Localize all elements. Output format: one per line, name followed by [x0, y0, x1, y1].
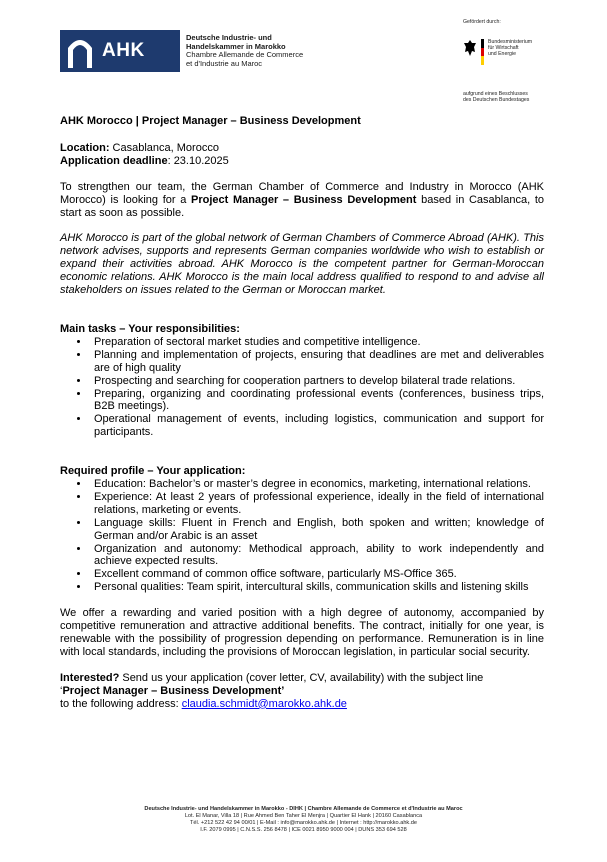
list-item: • Preparing, organizing and coordinating professional events (conferences, business trips, B2B meetings).: [90, 388, 544, 414]
location-line: [60, 142, 544, 155]
list-item: • Planning and implementation of projects, ensuring that deadlines are met and deliverables are of high quality: [90, 349, 544, 375]
tasks-list: [60, 336, 544, 439]
deadline-line: [60, 155, 544, 168]
deadline-label: Application deadline: [60, 154, 168, 167]
list-item: • Organization and autonomy: Methodical approach, ability to work independently and achieve expected results.: [90, 543, 544, 569]
org-line-3: Chambre Allemande de Commerce: [186, 50, 304, 59]
funding-notice: [463, 19, 532, 103]
list-item: • Personal qualities: Team spirit, intercultural skills, communication skills and listening skills: [90, 581, 544, 594]
org-line-4: et d'Industrie au Maroc: [186, 58, 263, 68]
logo-wordmark: AHK: [102, 40, 145, 61]
profile-list: [60, 478, 544, 594]
german-flag-icon: [481, 39, 484, 65]
list-item: • Experience: At least 2 years of professional experience, ideally in the field of international relations, marketing or events.: [90, 491, 544, 517]
ahk-logo-box: [60, 30, 180, 72]
intro-after: based in Casablanca, to start as soon as possible.: [60, 193, 544, 219]
footer-line-3: Tél. +212 522 42 94 00/01 | E-Mail : info@marokko.ahk.de | Internet : http://marokko.ahk.de: [189, 820, 418, 826]
footer-line-1: Deutsche Industrie- und Handelskammer in Marokko - DIHK | Chambre Allemande de Commerce et d'Industrie au Maroc: [144, 806, 463, 812]
intro-paragraph: [60, 181, 544, 220]
ministry-line-3: und Energie: [488, 51, 516, 57]
org-line-1: Deutsche Industrie- und: [186, 33, 272, 42]
address-text: to the following address:: [60, 697, 182, 710]
federal-eagle-icon: [463, 39, 477, 57]
job-title: AHK Morocco | Project Manager – Business Development: [60, 115, 361, 127]
intro-position: Project Manager – Business Development: [191, 193, 417, 206]
location-label: Location:: [60, 141, 110, 154]
location-value: Casablanca, Morocco: [109, 141, 219, 154]
decision-line-2: des Deutschen Bundestages: [463, 97, 530, 103]
apply-line: [60, 672, 544, 685]
footer-line-2: Lot. El Manar, Villa 18 | Rue Ahmed Ben Taher El Menjra | Quartier El Hank | 20160 Casablanca: [184, 813, 423, 819]
ministry-logo: [463, 39, 532, 65]
decision-note: [463, 91, 532, 103]
address-line: [60, 698, 544, 711]
offer-paragraph: We offer a rewarding and varied position with a high degree of autonomy, accompanied by competitive remuneration and attractive additional benefits. The contract, initially for one year, is renewable with the possibility of progression depending on performance. Remuneration is in line with local standards, including the provisions of Moroccan legislation, in particular social security.: [60, 607, 544, 658]
subject-quote: ‘: [60, 684, 63, 697]
funded-by-label: Gefördert durch:: [463, 19, 501, 25]
ministry-line-2: für Wirtschaft: [488, 45, 519, 51]
job-posting: [60, 115, 544, 711]
org-line-2: Handelskammer in Marokko: [186, 41, 286, 51]
page-footer: [0, 806, 607, 834]
deadline-value: : 23.10.2025: [167, 154, 229, 167]
apply-lead: Interested?: [60, 671, 120, 684]
subject-text: Project Manager – Business Development’: [62, 684, 285, 697]
list-item: • Language skills: Fluent in French and English, both spoken and written; knowledge of German and/or Arabic is an asset: [90, 517, 544, 543]
tasks-heading: Main tasks – Your responsibilities:: [60, 322, 240, 335]
ahk-logo: [60, 30, 303, 72]
list-item: • Operational management of events, including logistics, communication and support for participants.: [90, 413, 544, 439]
list-item: • Education: Bachelor’s or master’s degree in economics, marketing, international relations.: [90, 478, 544, 491]
list-item: • Excellent command of common office software, particularly MS-Office 365.: [90, 568, 544, 581]
list-item: • Preparation of sectoral market studies and competitive intelligence.: [90, 336, 544, 349]
arch-icon: [66, 34, 94, 68]
subject-line: [60, 685, 544, 698]
email-link[interactable]: claudia.schmidt@marokko.ahk.de: [181, 697, 347, 710]
footer-line-4: I.F. 2079 0995 | C.N.S.S. 256 8478 | ICE 0021 8950 9000 004 | DUNS 353 694 528: [200, 827, 407, 833]
ministry-name: [488, 39, 532, 57]
about-paragraph: AHK Morocco is part of the global network of German Chambers of Commerce Abroad (AHK). This network advises, supports and represents German companies worldwide who wish to establish or expand their activities abroad. AHK Morocco is the competent partner for German-Moroccan economic relations. AHK Morocco is the main local address qualified to respond to and advise all stakeholders on issues related to the German or Moroccan market.: [60, 232, 544, 297]
organization-name: [186, 34, 303, 68]
intro-before: To strengthen our team, the German Chamber of Commerce and Industry in Morocco (AHK Morocco) is looking for a: [60, 180, 544, 206]
apply-text: Send us your application (cover letter, CV, availability) with the subject line: [119, 671, 484, 684]
ministry-line-1: Bundesministerium: [488, 39, 533, 45]
profile-heading: Required profile – Your application:: [60, 465, 246, 478]
decision-line-1: aufgrund eines Beschlusses: [463, 91, 528, 97]
list-item: • Prospecting and searching for cooperation partners to develop bilateral trade relations.: [90, 375, 544, 388]
